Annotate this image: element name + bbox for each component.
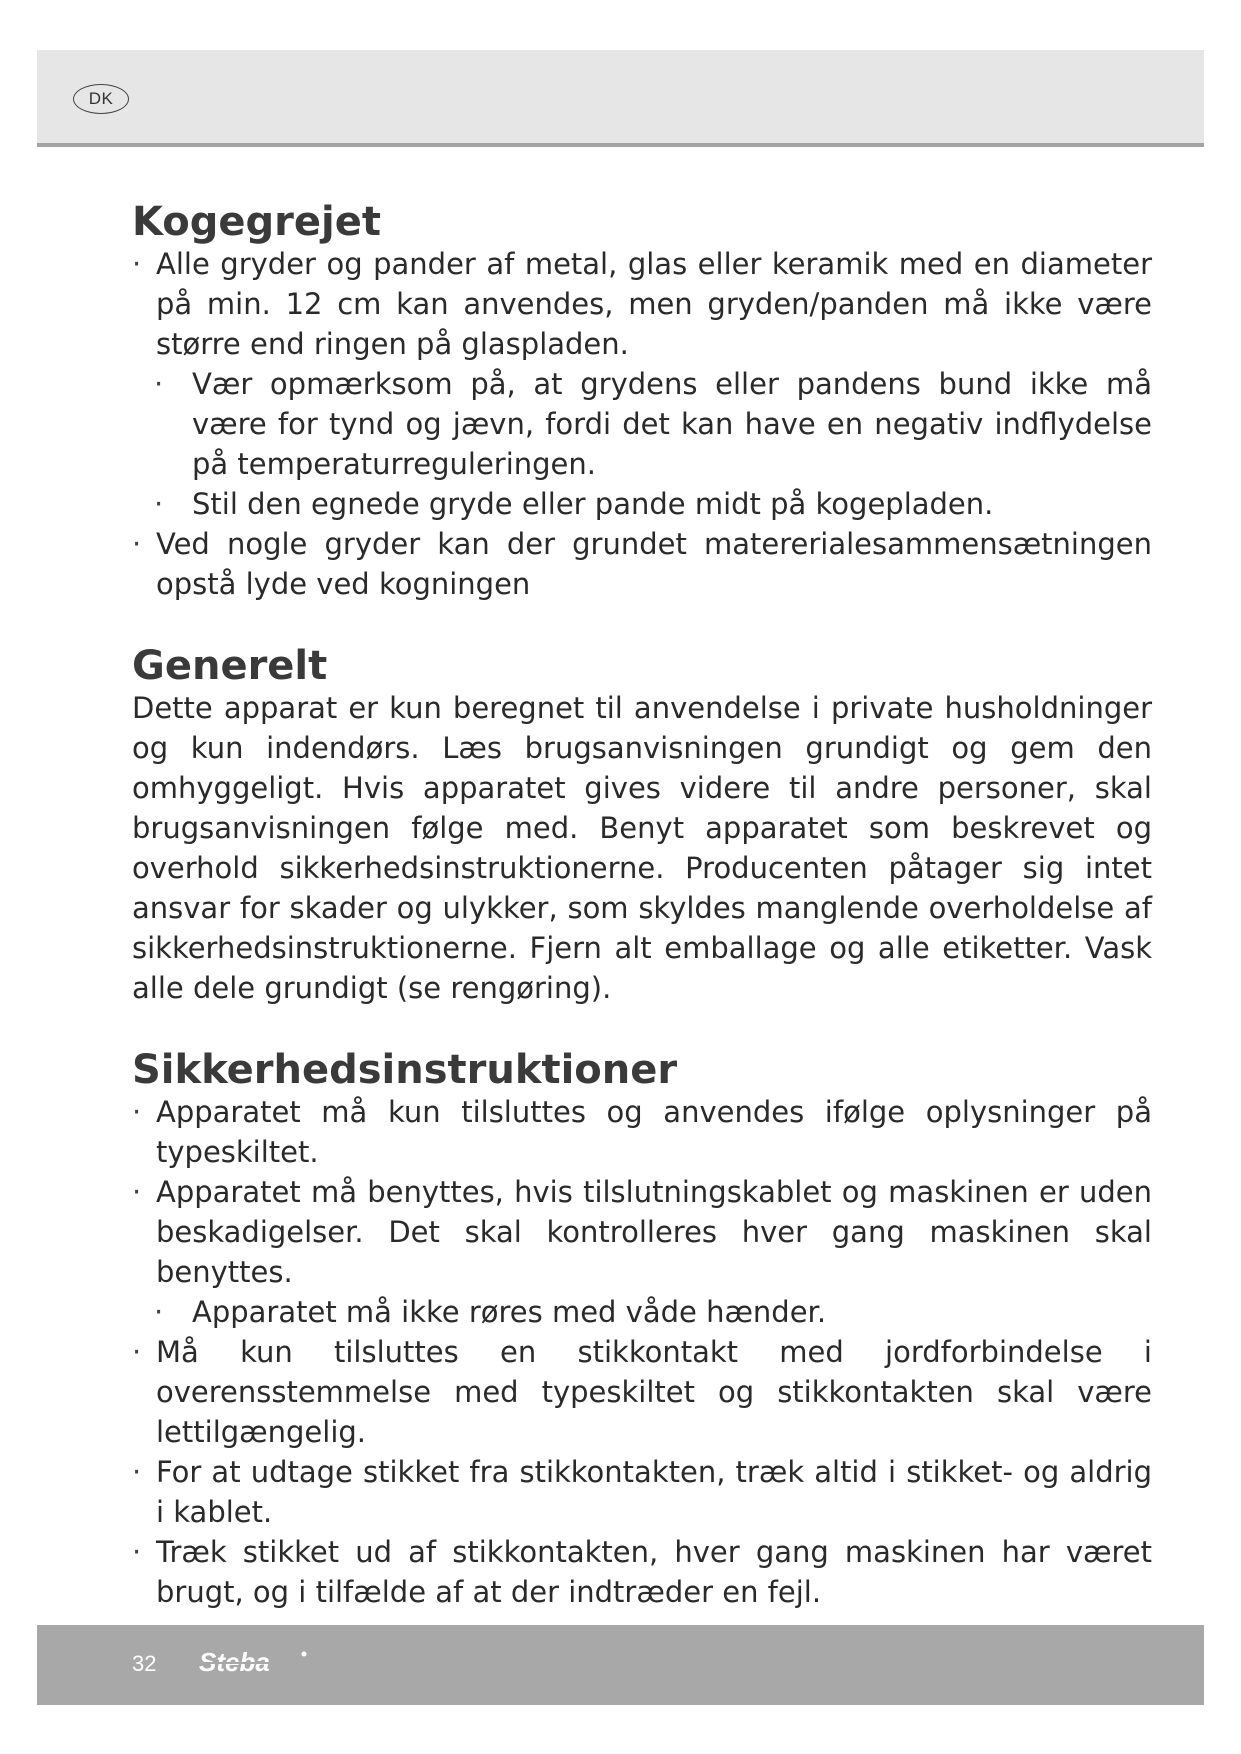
list-item: · Alle gryder og pander af metal, glas eller keramik med en diameter på min. 12 cm kan anvendes, men gryden/panden må ikke være større end ringen på glaspladen.: [132, 244, 1152, 364]
section-title: Generelt: [132, 643, 328, 689]
page-content: [132, 200, 1152, 1612]
list-item: · For at udtage stikket fra stikkontakten, træk altid i stikket- og aldrig i kablet.: [132, 1452, 1152, 1532]
list-item: · Vær opmærksom på, at grydens eller pandens bund ikke må være for tynd og jævn, fordi det kan have en negativ indflydelse på temperaturreguleringen.: [132, 364, 1152, 484]
page-footer: [37, 1625, 1204, 1705]
brand-logo-text: Steba: [199, 1647, 270, 1677]
section-title: Sikkerhedsinstruktioner: [132, 1047, 678, 1093]
list-item: · Stil den egnede gryde eller pande midt på kogepladen.: [132, 484, 1152, 524]
body-paragraph: Dette apparat er kun beregnet til anvendelse i private husholdninger og kun indendørs. Læs brugsanvisningen grundigt og gem den omhyggeligt. Hvis apparatet gives videre til andre personer, skal brugsanvisningen følge med. Benyt apparatet som beskrevet og overhold sikkerhedsinstruktionerne. Producenten påtager sig intet ansvar for skader og ulykker, som skyldes manglende overholdelse af sikkerhedsinstruktionerne. Fjern alt emballage og alle etiketter. Vask alle dele grundigt (se rengøring).: [132, 691, 1152, 1005]
list-item: · Apparatet må benyttes, hvis tilslutningskablet og maskinen er uden beskadigelser. Det skal kontrolleres hver gang maskinen skal benyttes.: [132, 1172, 1152, 1292]
section-sikkerhedsinstruktioner: [132, 1048, 1152, 1612]
language-badge: DK: [73, 84, 129, 114]
steba-logo: [195, 1645, 315, 1681]
section-generelt: [132, 644, 1152, 1008]
bullet-list: [132, 244, 1152, 604]
list-item: · Træk stikket ud af stikkontakten, hver gang maskinen har været brugt, og i tilfælde af at der indtræder en fejl.: [132, 1532, 1152, 1612]
page-number: 32: [132, 1651, 157, 1676]
list-item: · Ved nogle gryder kan der grundet matererialesammensætningen opstå lyde ved kogningen: [132, 524, 1152, 604]
list-item: · Apparatet må kun tilsluttes og anvendes ifølge oplysninger på typeskiltet.: [132, 1092, 1152, 1172]
page-header: [37, 50, 1204, 147]
list-item: · Apparatet må ikke røres med våde hænder.: [132, 1292, 1152, 1332]
bullet-list: [132, 1092, 1152, 1612]
section-title: Kogegrejet: [132, 199, 381, 245]
section-kogegrejet: [132, 200, 1152, 604]
list-item: · Må kun tilsluttes en stikkontakt med jordforbindelse i overensstemmelse med typeskiltet og stikkontakten skal være lettilgængelig.: [132, 1332, 1152, 1452]
